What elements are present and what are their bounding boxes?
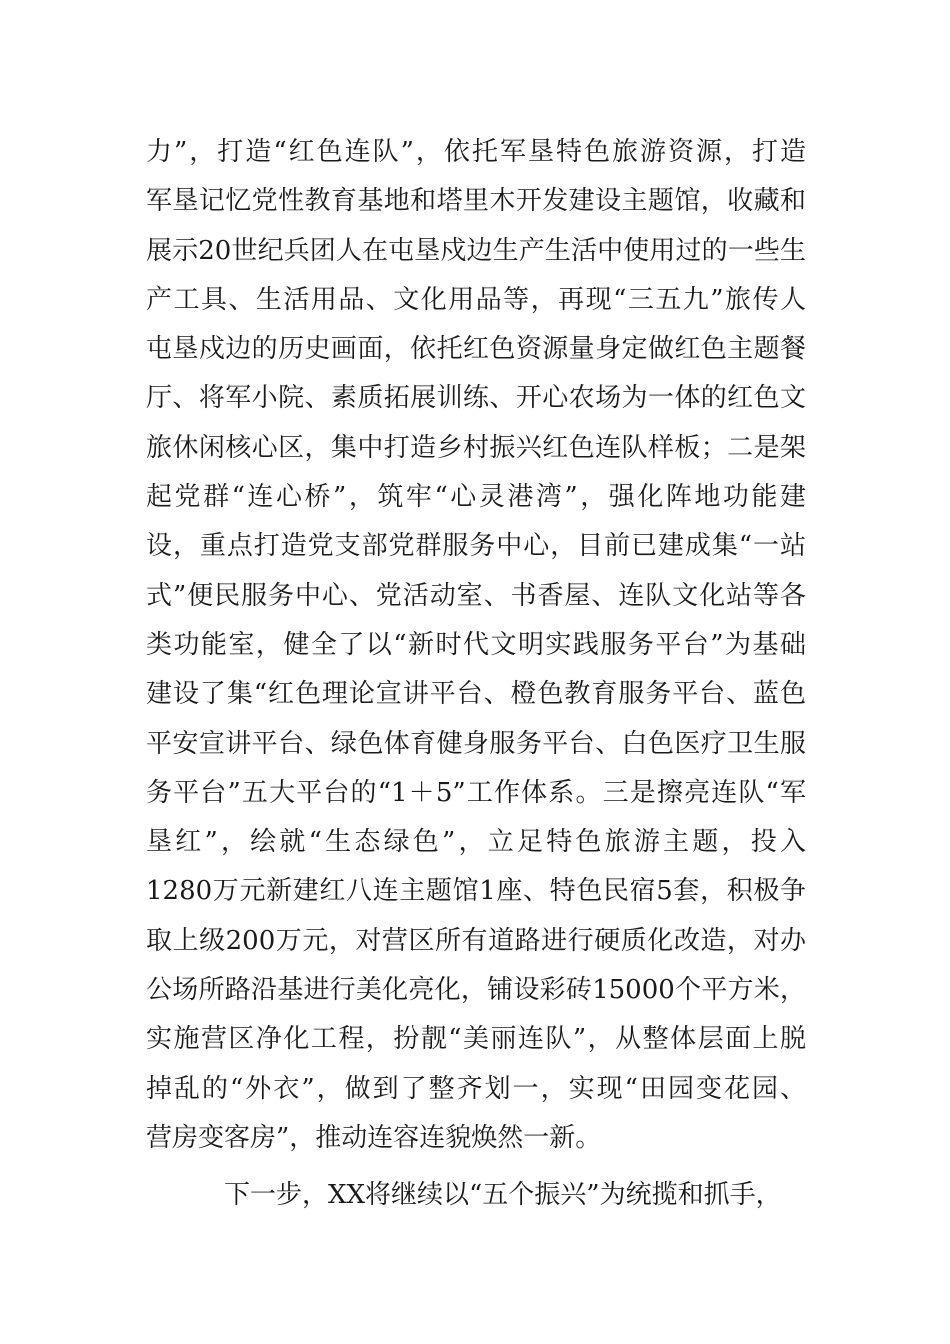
paragraph-line: 旅休闲核心区，集中打造乡村振兴红色连队样板；二是架: [146, 432, 806, 463]
paragraph-line: 掉乱的“外衣”，做到了整齐划一，实现“田园变花园、: [146, 1073, 806, 1104]
paragraph-line: 公场所路沿基进行美化亮化，铺设彩砖15000个平方米，: [146, 975, 806, 1006]
paragraph-line: 建设了集“红色理论宣讲平台、橙色教育服务平台、蓝色: [146, 679, 806, 710]
body-text: [146, 128, 806, 1221]
paragraph-line: 平安宣讲平台、绿色体育健身服务平台、白色医疗卫生服: [146, 728, 806, 759]
paragraph-line: 军垦记忆党性教育基地和塔里木开发建设主题馆，收藏和: [146, 186, 806, 217]
paragraph-2-first-line: 下一步，XX将继续以“五个振兴”为统揽和抓手，: [224, 1180, 782, 1211]
paragraph-line: 取上级200万元，对营区所有道路进行硬质化改造，对办: [146, 925, 806, 956]
paragraph-line: 设，重点打造党支部党群服务中心，目前已建成集“一站: [146, 531, 806, 562]
paragraph-line: 1280万元新建红八连主题馆1座、特色民宿5套，积极争: [146, 876, 806, 907]
paragraph-line: 垦红”，绘就“生态绿色”，立足特色旅游主题，投入: [146, 827, 806, 858]
paragraph-line: 务平台”五大平台的“1＋5”工作体系。三是擦亮连队“军: [146, 777, 806, 808]
paragraph-line: 厅、将军小院、素质拓展训练、开心农场为一体的红色文: [146, 383, 806, 414]
paragraph-line: 起党群“连心桥”，筑牢“心灵港湾”，强化阵地功能建: [146, 482, 806, 513]
paragraph-line: 类功能室，健全了以“新时代文明实践服务平台”为基础: [146, 629, 806, 660]
paragraph-line: 产工具、生活用品、文化用品等，再现“三五九”旅传人: [146, 284, 806, 315]
paragraph-line: 屯垦戍边的历史画面，依托红色资源量身定做红色主题餐: [146, 334, 806, 365]
paragraph-line: 力”，打造“红色连队”，依托军垦特色旅游资源，打造: [146, 137, 806, 167]
paragraph-gap: [146, 1163, 806, 1171]
paragraph-line: 展示20世纪兵团人在屯垦戍边生产生活中使用过的一些生: [146, 235, 806, 266]
paragraph-line: 营房变客房”，推动连容连貌焕然一新。: [146, 1122, 602, 1153]
paragraph-line: 实施营区净化工程，扮靓“美丽连队”，从整体层面上脱: [146, 1024, 806, 1055]
paragraph-line: 式”便民服务中心、党活动室、书香屋、连队文化站等各: [146, 580, 806, 611]
